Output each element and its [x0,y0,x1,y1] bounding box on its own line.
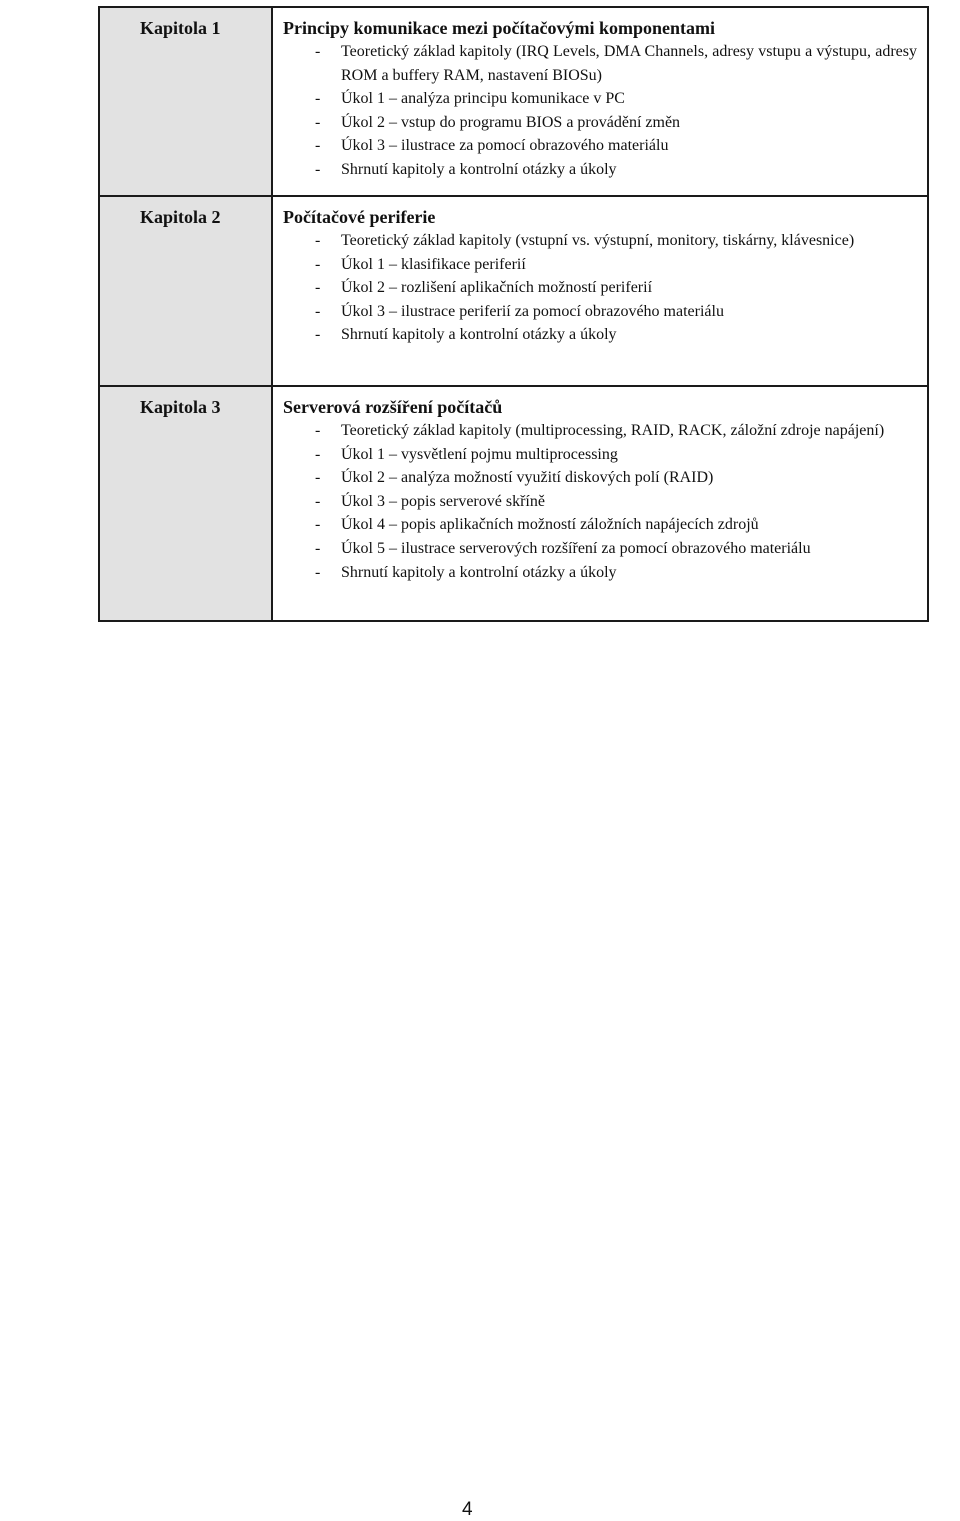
list-marker: - [315,255,321,273]
list-item [283,323,917,347]
list-item [283,419,917,443]
list-item-text: Shrnutí kapitoly a kontrolní otázky a úkoly [341,563,617,581]
list-item-text: Teoretický základ kapitoly (multiprocessing, RAID, RACK, záložní zdroje napájení) [341,422,885,439]
chapter-label-cell [99,196,272,386]
chapter-table [98,6,929,622]
list-marker: - [315,469,321,487]
chapter-row [99,7,928,196]
list-item-text: Úkol 1 – analýza principu komunikace v PC [341,90,625,108]
list-item-text: Úkol 1 – vysvětlení pojmu multiprocessing [341,445,618,463]
list-marker: - [315,422,321,439]
chapter-label-cell [99,386,272,621]
list-item-text: Teoretický základ kapitoly (vstupní vs. výstupní, monitory, tiskárny, klávesnice) [341,232,855,249]
list-item-text: Úkol 5 – ilustrace serverových rozšíření za pomocí obrazového materiálu [341,539,811,557]
list-marker: - [315,232,321,249]
chapter-item-list [283,40,917,182]
list-marker: - [315,326,321,344]
chapter-item-list [283,419,917,584]
list-item [283,300,917,324]
chapter-row [99,196,928,386]
chapter-item-list [283,229,917,347]
chapter-row [99,386,928,621]
list-item [283,561,917,585]
list-marker: - [315,160,321,178]
list-marker: - [315,113,321,131]
chapter-content-cell [272,7,928,196]
page-number: 4 [462,1499,473,1520]
list-item-text: Úkol 3 – popis serverové skříně [341,492,545,510]
chapter-label: Kapitola 1 [140,18,221,38]
list-marker: - [315,539,321,557]
list-marker: - [315,43,321,60]
list-item [283,537,917,561]
list-item-text: Úkol 3 – ilustrace periferií za pomocí obrazového materiálu [341,302,724,320]
list-marker: - [315,563,321,581]
list-item [283,134,917,158]
list-item-text: Teoretický základ kapitoly (IRQ Levels, DMA Channels, adresy vstupu a výstupu, adresy ROM a buffery RAM, nastavení BIOSu) [341,43,917,84]
list-item [283,253,917,277]
list-item-text: Úkol 3 – ilustrace za pomocí obrazového materiálu [341,137,669,155]
list-item [283,466,917,490]
list-marker: - [315,302,321,320]
list-item [283,87,917,111]
list-item [283,513,917,537]
list-item [283,490,917,514]
list-item-text: Úkol 2 – vstup do programu BIOS a provádění změn [341,113,681,131]
chapter-title: Serverová rozšíření počítačů [283,397,503,417]
chapter-title: Počítačové periferie [283,207,436,227]
list-item-text: Shrnutí kapitoly a kontrolní otázky a úkoly [341,160,617,178]
list-item-text: Úkol 2 – analýza možností využití diskových polí (RAID) [341,469,714,487]
list-marker: - [315,516,321,534]
list-item-text: Shrnutí kapitoly a kontrolní otázky a úkoly [341,326,617,344]
chapter-content-cell [272,196,928,386]
list-item-text: Úkol 1 – klasifikace periferií [341,255,526,273]
list-item [283,443,917,467]
list-item [283,229,917,253]
list-item-text: Úkol 2 – rozlišení aplikačních možností periferií [341,279,653,297]
list-item [283,158,917,182]
list-marker: - [315,137,321,155]
list-marker: - [315,90,321,108]
chapter-label: Kapitola 2 [140,207,221,227]
chapter-label-cell [99,7,272,196]
list-marker: - [315,445,321,463]
list-marker: - [315,492,321,510]
chapter-content-cell [272,386,928,621]
list-item-text: Úkol 4 – popis aplikačních možností záložních napájecích zdrojů [341,516,759,534]
list-item [283,276,917,300]
list-item [283,40,917,87]
chapter-label: Kapitola 3 [140,397,221,417]
chapter-title: Principy komunikace mezi počítačovými komponentami [283,18,715,38]
list-marker: - [315,279,321,297]
list-item [283,111,917,135]
